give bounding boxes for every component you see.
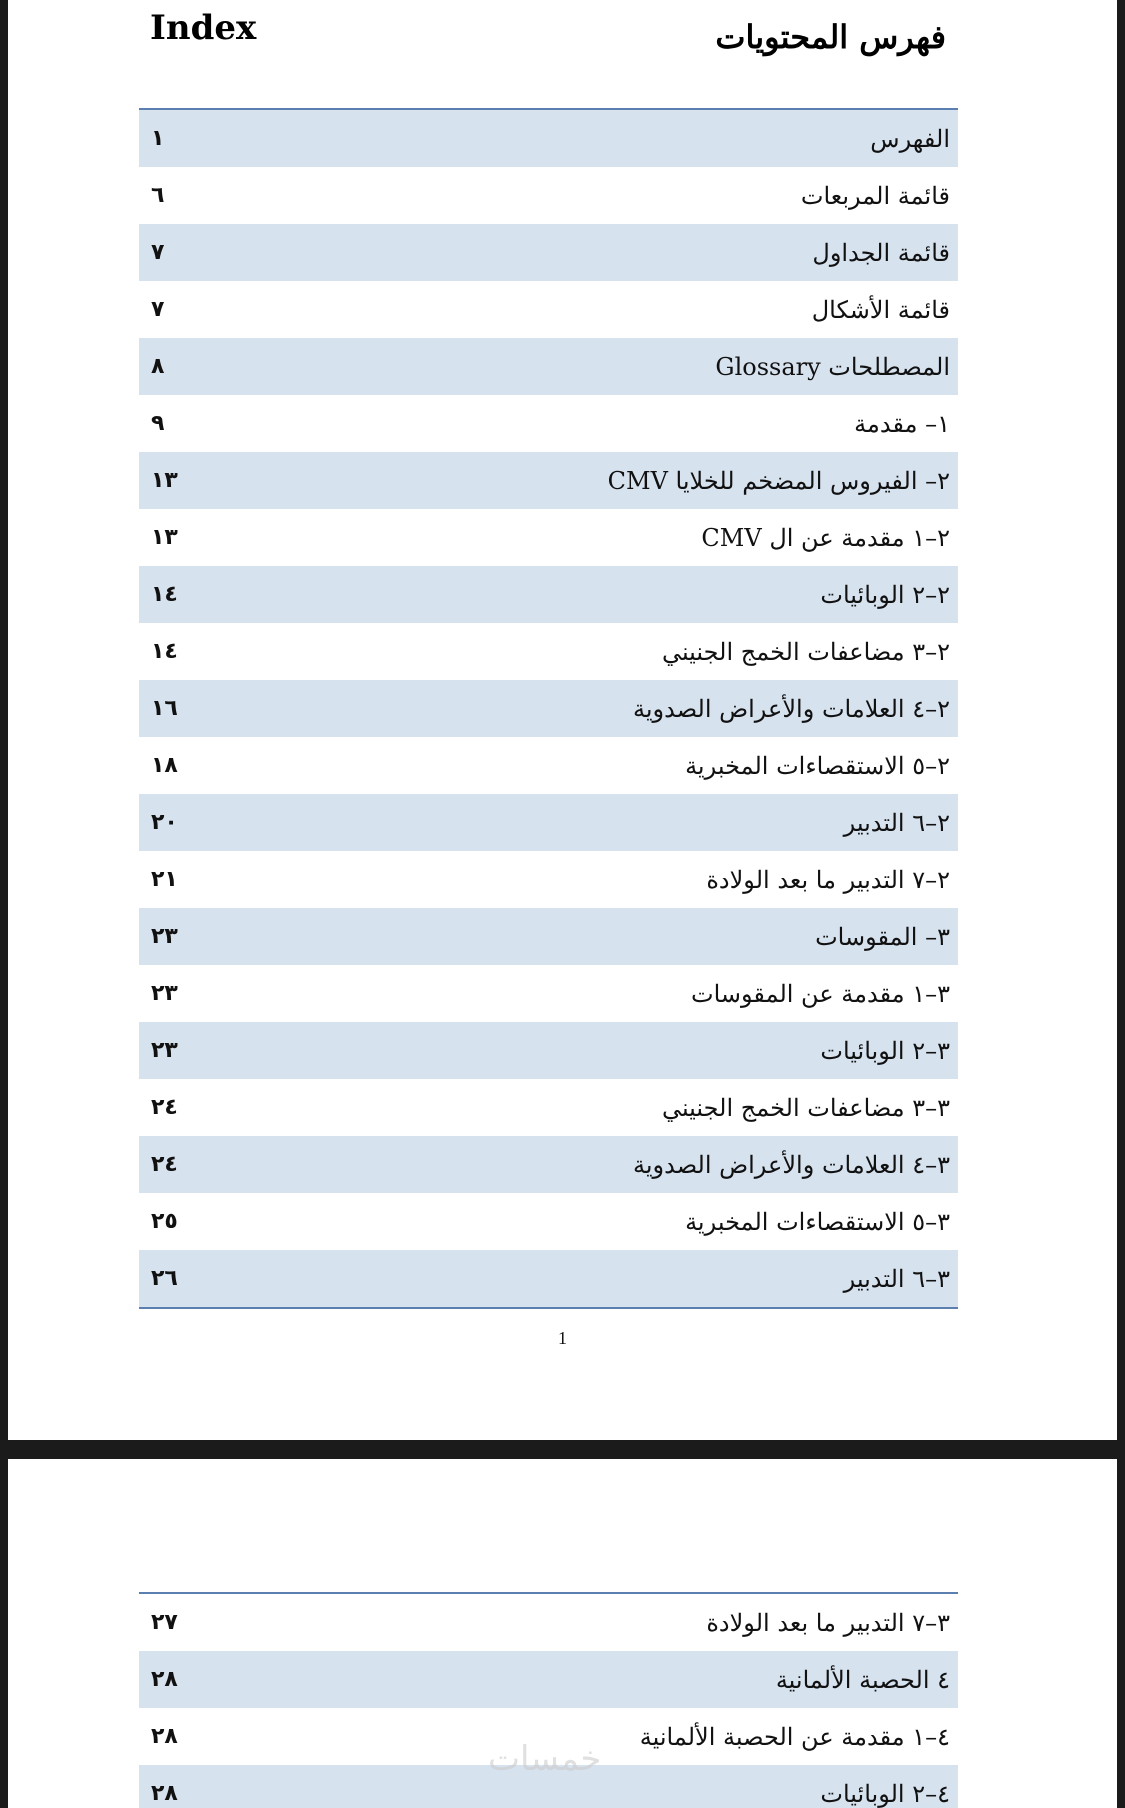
toc-row[interactable] — [139, 224, 958, 281]
toc-entry-title: ٢–١ مقدمة عن ال CMV — [701, 523, 950, 552]
page-number: 1 — [558, 1328, 567, 1348]
toc-entry-title: ٤–١ مقدمة عن الحصبة الألمانية — [639, 1722, 950, 1751]
toc-entry-title: قائمة الجداول — [812, 238, 950, 267]
toc-entry-page: ٦ — [151, 183, 165, 208]
toc-entry-title: ٢–٧ التدبير ما بعد الولادة — [706, 865, 950, 894]
toc-row[interactable] — [139, 167, 958, 224]
toc-entry-title: ٣–٢ الوبائيات — [820, 1036, 950, 1065]
toc-entry-page: ٢٣ — [151, 1038, 178, 1063]
toc-entry-title: ٢–٢ الوبائيات — [820, 580, 950, 609]
toc-entry-page: ٢٤ — [151, 1095, 178, 1120]
toc-row[interactable] — [139, 623, 958, 680]
table-of-contents — [139, 108, 958, 1309]
toc-entry-page: ١٣ — [151, 525, 178, 550]
toc-entry-title: ٣– المقوسات — [815, 922, 950, 951]
toc-row[interactable] — [139, 1651, 958, 1708]
toc-row[interactable] — [139, 1079, 958, 1136]
toc-entry-title: ٢–٤ العلامات والأعراض الصدوية — [632, 694, 950, 723]
toc-entry-title: المصطلحات Glossary — [715, 352, 950, 381]
toc-entry-title: ٤ الحصبة الألمانية — [775, 1665, 950, 1694]
index-title-english: Index — [150, 8, 257, 48]
toc-entry-page: ١٣ — [151, 468, 178, 493]
toc-entry-page: ٢٥ — [151, 1209, 178, 1234]
toc-entry-title: ٢–٦ التدبير — [843, 808, 950, 837]
toc-entry-page: ٢٨ — [151, 1781, 178, 1806]
watermark-logo: خمسات — [488, 1739, 602, 1779]
toc-entry-page: ٢١ — [151, 867, 178, 892]
toc-entry-page: ١ — [151, 126, 165, 151]
toc-entry-page: ٩ — [151, 411, 165, 436]
toc-entry-title: ٤–٢ الوبائيات — [820, 1779, 950, 1808]
toc-entry-page: ١٤ — [151, 639, 178, 664]
toc-row[interactable] — [139, 908, 958, 965]
index-title-arabic: فهرس المحتويات — [715, 18, 946, 56]
toc-entry-title: ٣–٦ التدبير — [843, 1264, 950, 1293]
toc-entry-title: ٢– الفيروس المضخم للخلايا CMV — [607, 466, 950, 495]
toc-row[interactable] — [139, 1136, 958, 1193]
toc-entry-page: ١٨ — [151, 753, 178, 778]
toc-entry-page: ٧ — [151, 240, 165, 265]
toc-entry-title: ٣–٥ الاستقصاءات المخبرية — [685, 1207, 950, 1236]
toc-row[interactable] — [139, 1022, 958, 1079]
toc-entry-page: ٢٨ — [151, 1667, 178, 1692]
toc-entry-title: ٢–٥ الاستقصاءات المخبرية — [685, 751, 950, 780]
toc-row[interactable] — [139, 452, 958, 509]
toc-entry-page: ٢٣ — [151, 981, 178, 1006]
toc-entry-page: ٧ — [151, 297, 165, 322]
toc-row[interactable] — [139, 395, 958, 452]
toc-row[interactable] — [139, 1594, 958, 1651]
toc-entry-title: قائمة المربعات — [800, 181, 950, 210]
toc-row[interactable] — [139, 1250, 958, 1307]
toc-row[interactable] — [139, 965, 958, 1022]
toc-entry-page: ١٦ — [151, 696, 178, 721]
toc-entry-title: الفهرس — [870, 124, 950, 153]
toc-row[interactable] — [139, 851, 958, 908]
toc-entry-title: ٣–٤ العلامات والأعراض الصدوية — [632, 1150, 950, 1179]
toc-row[interactable] — [139, 737, 958, 794]
toc-entry-title: ٣–٧ التدبير ما بعد الولادة — [706, 1608, 950, 1637]
toc-entry-title: ٣–٣ مضاعفات الخمج الجنيني — [661, 1093, 950, 1122]
toc-row[interactable] — [139, 566, 958, 623]
toc-entry-page: ٨ — [151, 354, 165, 379]
toc-row[interactable] — [139, 509, 958, 566]
toc-entry-title: ١– مقدمة — [854, 409, 950, 438]
toc-entry-page: ٢٠ — [151, 810, 178, 835]
toc-entry-title: ٣–١ مقدمة عن المقوسات — [691, 979, 950, 1008]
toc-row[interactable] — [139, 1193, 958, 1250]
toc-entry-page: ١٤ — [151, 582, 178, 607]
toc-row[interactable] — [139, 794, 958, 851]
toc-row[interactable] — [139, 338, 958, 395]
toc-entry-page: ٢٧ — [151, 1610, 178, 1635]
toc-entry-title: قائمة الأشكال — [811, 295, 950, 324]
toc-row[interactable] — [139, 680, 958, 737]
toc-entry-page: ٢٦ — [151, 1266, 178, 1291]
toc-entry-title: ٢–٣ مضاعفات الخمج الجنيني — [661, 637, 950, 666]
toc-row[interactable] — [139, 110, 958, 167]
toc-entry-page: ٢٣ — [151, 924, 178, 949]
toc-row[interactable] — [139, 281, 958, 338]
toc-entry-page: ٢٤ — [151, 1152, 178, 1177]
document-page-1 — [8, 0, 1117, 1440]
toc-entry-page: ٢٨ — [151, 1724, 178, 1749]
